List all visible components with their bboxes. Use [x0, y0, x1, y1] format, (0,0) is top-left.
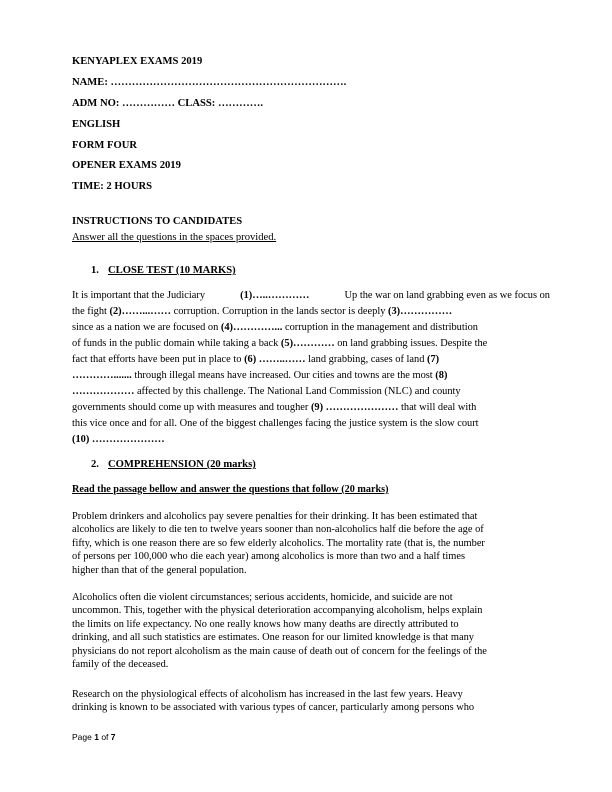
- cloze-blank-2: (2)……...……: [109, 306, 171, 317]
- section1-heading: [91, 265, 236, 276]
- cloze-text: on land grabbing issues. Despite the: [334, 338, 488, 349]
- cloze-blank-8-label: (8): [435, 370, 448, 381]
- instructions-text: Answer all the questions in the spaces provided.: [72, 232, 277, 243]
- cloze-text: governments should come up with measures and tougher: [72, 402, 311, 413]
- page-footer: [72, 732, 116, 742]
- passage-paragraph-3: [72, 688, 550, 715]
- cloze-blank-1: (1)…..…………: [240, 290, 310, 301]
- cloze-line: [72, 288, 550, 304]
- cloze-text: land grabbing, cases of land: [305, 354, 428, 365]
- passage-line: Research on the physiological effects of alcoholism has increased in the last few years. Heavy: [72, 689, 463, 700]
- cloze-blank-7-label: (7): [427, 354, 440, 365]
- cloze-passage: [72, 288, 550, 448]
- page-number: 1: [94, 732, 99, 742]
- cloze-line: [72, 432, 550, 448]
- cloze-line: [72, 304, 550, 320]
- cloze-blank-8: ………………: [72, 386, 135, 397]
- passage-line: uncommon. This, together with the physical deterioration accompanying alcoholism, helps explain: [72, 605, 483, 617]
- form-line: FORM FOUR: [72, 140, 138, 151]
- cloze-text: It is important that the Judiciary: [72, 290, 206, 301]
- section1-title: CLOSE TEST (10 MARKS): [108, 265, 236, 276]
- time-line: TIME: 2 HOURS: [72, 181, 153, 192]
- page-of: of: [98, 732, 111, 742]
- passage-line: the limits on life expectancy. No one really knows how many deaths are directly attributed to: [72, 618, 459, 630]
- passage-line: Alcoholics often die violent circumstances; serious accidents, homicide, and suicide are not: [72, 592, 453, 603]
- passage-line: fifty, which is one reason there are so few elderly alcoholics. The mortality rate (that is, the number: [72, 537, 485, 549]
- cloze-line: [72, 320, 550, 336]
- cloze-text: this vice once and for all. One of the biggest challenges facing the justice system is the slow court: [72, 418, 479, 429]
- passage-line: of persons per 100,000 who die each year) among alcoholics is more than two and a half times: [72, 551, 465, 563]
- cloze-line: [72, 368, 550, 384]
- passage-line: higher than that of the general population.: [72, 564, 247, 576]
- subject-line: ENGLISH: [72, 119, 121, 130]
- passage-paragraph-1: [72, 510, 550, 577]
- section2-number: 2.: [91, 459, 99, 470]
- cloze-blank-4: (4)…………...: [220, 322, 283, 333]
- section2-title: COMPREHENSION (20 marks): [108, 459, 256, 470]
- cloze-line: [72, 336, 550, 352]
- school-heading: KENYAPLEX EXAMS 2019: [72, 56, 203, 67]
- cloze-blank-5: (5)…………: [280, 338, 335, 349]
- passage-line: Problem drinkers and alcoholics pay severe penalties for their drinking. It has been estimated that: [72, 511, 478, 522]
- cloze-blank-7: ………….......: [72, 370, 132, 381]
- passage-line: family of the deceased.: [72, 659, 169, 671]
- comprehension-instruction: Read the passage bellow and answer the questions that follow (20 marks): [72, 484, 389, 495]
- cloze-text: corruption in the management and distribution: [282, 322, 479, 333]
- cloze-text: of funds in the public domain while taking a back: [72, 338, 281, 349]
- section2-heading: [91, 459, 256, 470]
- cloze-text: the fight: [72, 306, 110, 317]
- cloze-blank-6: (6) ……..……: [244, 354, 306, 365]
- passage-paragraph-2: [72, 591, 550, 671]
- passage-line: drinking, and all such statistics are estimates. One reason for our limited knowledge is that many: [72, 632, 474, 644]
- section1-number: 1.: [91, 265, 99, 276]
- adm-class-line: ADM NO: …………… CLASS: ………….: [72, 98, 263, 109]
- cloze-text: affected by this challenge. The National Land Commission (NLC) and county: [134, 386, 461, 397]
- cloze-line: [72, 384, 550, 400]
- page-total: 7: [110, 732, 116, 742]
- passage-line: drinking is known to be associated with various types of cancer, particularly among persons who: [72, 702, 475, 714]
- cloze-blank-9: (9) …………………: [310, 402, 399, 413]
- cloze-text: Up the war on land grabbing even as we focus on: [344, 290, 550, 301]
- page-prefix: Page: [72, 732, 95, 742]
- cloze-text: corruption. Corruption in the lands sector is deeply: [171, 306, 389, 317]
- cloze-text: through illegal means have increased. Our cities and towns are the most: [131, 370, 436, 381]
- cloze-blank-3: (3)……………: [388, 306, 453, 317]
- cloze-line: [72, 352, 550, 368]
- passage-line: physicians do not report alcoholism as the main cause of death out of concern for the feelings of the: [72, 645, 487, 657]
- cloze-text: since as a nation we are focused on: [72, 322, 221, 333]
- instructions-title: INSTRUCTIONS TO CANDIDATES: [72, 216, 243, 227]
- cloze-blank-10: (10) …………………: [72, 434, 165, 445]
- cloze-text: that will deal with: [398, 402, 477, 413]
- cloze-line: [72, 416, 550, 432]
- name-line: NAME: ………………………………………………………….: [72, 77, 347, 88]
- passage-line: alcoholics are likely to die ten to twelve years sooner than non-alcoholics half die before the age of: [72, 524, 484, 536]
- cloze-line: [72, 400, 550, 416]
- cloze-text: fact that efforts have been put in place to: [72, 354, 245, 365]
- exam-line: OPENER EXAMS 2019: [72, 160, 181, 171]
